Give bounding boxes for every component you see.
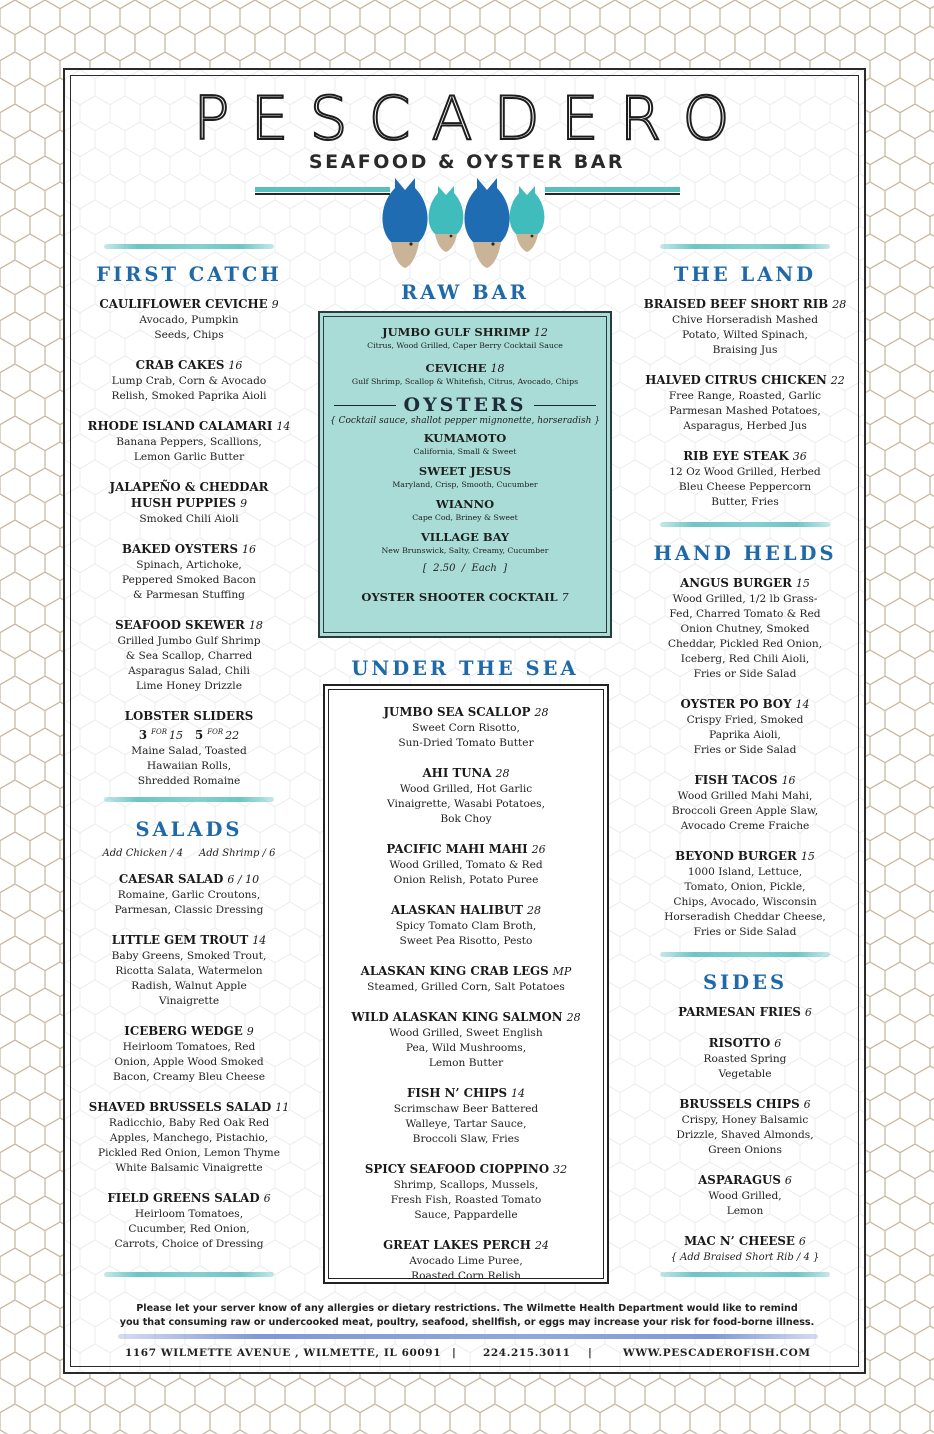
item-description: Pickled Red Onion, Lemon Thyme — [97, 1147, 280, 1159]
for-label: FOR — [207, 728, 224, 736]
raw-item — [320, 325, 610, 352]
price: 22 — [225, 728, 240, 742]
sides-section — [634, 971, 856, 1265]
sides-title: SIDES — [702, 971, 788, 994]
item-description: Onion Relish, Potato Puree — [393, 874, 539, 886]
oyster-desc: Cape Cod, Briney & Sweet — [412, 513, 518, 522]
item-description: Sauce, Pappardelle — [414, 1209, 518, 1221]
oyster-item — [320, 431, 610, 458]
item-description: Spinach, Artichoke, — [136, 559, 242, 571]
item-title: RIB EYE STEAK — [683, 449, 789, 463]
item-title: LOBSTER SLIDERS — [124, 709, 254, 723]
item-title: GREAT LAKES PERCH — [383, 1238, 531, 1252]
item-description: Spicy Tomato Clam Broth, — [395, 920, 537, 932]
item-description: Apples, Manchego, Pistachio, — [109, 1132, 269, 1144]
website-link[interactable]: WWW.PESCADEROFISH.COM — [623, 1347, 811, 1359]
item-description: Braising Jus — [712, 344, 778, 356]
oysters-note: { Cocktail sauce, shallot pepper mignonette, horseradish } — [330, 416, 600, 426]
item-description: 12 Oz Wood Grilled, Herbed — [669, 466, 821, 478]
menu-item — [634, 1096, 856, 1158]
item-price: 6 — [804, 1006, 812, 1019]
item-description: Vegetable — [718, 1068, 772, 1080]
item-name — [325, 1237, 607, 1254]
menu-item — [80, 1023, 298, 1085]
item-description: Lemon Butter — [428, 1057, 504, 1069]
item-price: 9 — [246, 1025, 254, 1038]
under-the-sea-box — [323, 684, 609, 1284]
item-description: Radicchio, Baby Red Oak Red — [108, 1117, 270, 1129]
item-description: Radish, Walnut Apple — [131, 980, 247, 992]
item-name — [80, 871, 298, 888]
item-description: Roasted Spring — [703, 1053, 787, 1065]
menu-item — [325, 841, 607, 888]
item-description: Hawaiian Rolls, — [146, 759, 232, 772]
under-the-sea-title: UNDER THE SEA — [351, 657, 579, 680]
item-name — [634, 296, 856, 313]
item-price: 26 — [531, 843, 546, 856]
menu-item — [634, 1233, 856, 1265]
item-description: Heirloom Tomatoes, — [134, 1208, 244, 1220]
item-description: Avocado Creme Fraiche — [680, 820, 810, 832]
item-name — [634, 848, 856, 865]
item-name — [325, 1161, 607, 1178]
menu-item — [325, 1237, 607, 1284]
item-description: Lime Honey Drizzle — [136, 680, 242, 692]
item-description: Fries or Side Salad — [693, 744, 797, 756]
item-description: Avocado Lime Puree, — [409, 1255, 523, 1267]
item-description: Fresh Fish, Roasted Tomato — [390, 1194, 542, 1206]
item-title: FISH TACOS — [694, 773, 778, 787]
menu-item — [80, 932, 298, 1009]
separator: | — [588, 1347, 593, 1359]
qty: 5 — [195, 727, 204, 742]
item-description: Shrimp, Scallops, Mussels, — [393, 1179, 539, 1191]
item-price: 9 — [271, 298, 279, 311]
menu-item — [80, 541, 298, 603]
menu-item — [634, 1172, 856, 1219]
logo-text: PESCADERO — [193, 84, 751, 154]
item-title: BEYOND BURGER — [675, 849, 797, 863]
item-description: Steamed, Grilled Corn, Salt Potatoes — [367, 981, 565, 993]
item-description: Vinaigrette, Wasabi Potatoes, — [387, 798, 545, 810]
salad-addons: Add Chicken / 4 Add Shrimp / 6 — [102, 848, 276, 859]
item-description: Peppered Smoked Bacon — [122, 574, 256, 586]
item-name — [80, 1099, 298, 1116]
oyster-name: SWEET JESUS — [418, 464, 512, 478]
under-sea-content — [325, 704, 607, 1284]
menu-item — [634, 1035, 856, 1082]
raw-item-desc: Gulf Shrimp, Scallop & Whitefish, Citrus, Avocado, Chips — [351, 377, 579, 386]
item-title: BAKED OYSTERS — [121, 542, 239, 556]
divider-brush — [660, 1272, 830, 1277]
item-name — [80, 617, 298, 634]
item-title: BRUSSELS CHIPS — [679, 1097, 800, 1111]
item-description: Wood Grilled, Tomato & Red — [389, 859, 543, 871]
item-price: 6 — [803, 1098, 811, 1111]
item-price: 15 — [795, 577, 810, 590]
item-name — [325, 765, 607, 782]
divider-brush — [660, 952, 830, 957]
item-description: Wood Grilled, Hot Garlic — [399, 783, 533, 795]
item-price: 9 — [240, 497, 248, 510]
item-price: 6 — [774, 1037, 782, 1050]
item-price: 16 — [228, 359, 243, 372]
menu-item — [80, 1190, 298, 1252]
item-description: Parmesan, Classic Dressing — [114, 904, 264, 916]
under-sea-title-wrap — [318, 657, 612, 680]
item-price: 14 — [795, 698, 810, 711]
item-description: Chive Horseradish Mashed — [672, 314, 818, 326]
item-description: Scrimschaw Beer Battered — [393, 1103, 539, 1115]
divider-brush — [104, 1272, 274, 1277]
item-description: Fries or Side Salad — [693, 668, 797, 680]
menu-item — [634, 696, 856, 758]
item-name — [634, 772, 856, 789]
item-description: Cucumber, Red Onion, — [128, 1223, 250, 1235]
menu-item — [634, 575, 856, 682]
item-name — [634, 1004, 856, 1021]
menu-item — [634, 772, 856, 834]
item-description: Grilled Jumbo Gulf Shrimp — [117, 635, 261, 647]
oyster-price: [ 2.50 / Each ] — [422, 563, 508, 574]
item-description: Sun-Dried Tomato Butter — [398, 737, 534, 749]
item-title: CEVICHE — [425, 361, 487, 375]
item-name — [80, 418, 298, 435]
item-price: 24 — [534, 1239, 549, 1252]
menu-item — [80, 418, 298, 465]
menu-item — [80, 871, 298, 918]
the-land-title: THE LAND — [673, 263, 817, 286]
blue-fish-icon-2 — [464, 178, 509, 268]
item-name — [634, 575, 856, 592]
oyster-desc: New Brunswick, Salty, Creamy, Cucumber — [381, 546, 549, 555]
oyster-shooter-cocktail: OYSTER SHOOTER COCKTAIL 7 — [361, 590, 569, 604]
menu-item — [634, 296, 856, 358]
item-description: Wood Grilled, — [708, 1190, 782, 1202]
item-price: 28 — [832, 298, 847, 311]
item-title: CAULIFLOWER CEVICHE — [99, 297, 268, 311]
item-price: 15 — [800, 850, 815, 863]
oysters-heading — [320, 394, 610, 416]
item-name — [80, 357, 298, 374]
menu-item — [325, 1161, 607, 1223]
item-description: Asparagus, Herbed Jus — [683, 420, 807, 432]
item-name — [634, 696, 856, 713]
item-title: BRAISED BEEF SHORT RIB — [643, 297, 829, 311]
item-description: Lemon — [726, 1205, 764, 1217]
item-description: Shredded Romaine — [137, 774, 241, 787]
footer-brush-line — [118, 1334, 818, 1339]
item-title: PACIFIC MAHI MAHI — [386, 842, 528, 856]
item-description: 1000 Island, Lettuce, — [687, 866, 803, 878]
item-name — [80, 296, 298, 313]
item-price: 6 — [798, 1235, 806, 1248]
item-price: 28 — [495, 767, 510, 780]
item-title: ANGUS BURGER — [680, 576, 792, 590]
item-description: Bleu Cheese Peppercorn — [678, 481, 812, 493]
item-description: Parmesan Mashed Potatoes, — [669, 405, 821, 417]
item-description: Drizzle, Shaved Almonds, — [676, 1129, 814, 1141]
oyster-desc: California, Small & Sweet — [413, 447, 517, 456]
item-name — [634, 1035, 856, 1052]
item-title: JALAPEÑO & CHEDDAR — [109, 480, 269, 494]
item-title: SPICY SEAFOOD CIOPPINO — [364, 1162, 550, 1176]
item-price: 28 — [566, 1011, 581, 1024]
item-title: CAESAR SALAD — [118, 872, 224, 886]
item-name — [325, 963, 607, 980]
item-description: Bok Choy — [440, 813, 492, 825]
menu-item — [325, 902, 607, 949]
item-title: FISH N’ CHIPS — [406, 1086, 508, 1100]
item-price: 16 — [242, 543, 257, 556]
item-description: Green Onions — [708, 1144, 782, 1156]
item-description: & Sea Scallop, Charred — [125, 650, 253, 662]
item-name — [80, 932, 298, 949]
oyster-name: KUMAMOTO — [423, 431, 507, 445]
allergy-notice: Please let your server know of any allergies or dietary restrictions. The Wilmette Health Department would like to remind you that consuming raw or undercooked meat, poultry, seafood, shellfish, or eggs may increase your risk for food-borne illness. — [119, 1303, 815, 1328]
item-description: Horseradish Cheddar Cheese, — [664, 911, 826, 923]
fish-logo — [255, 178, 680, 270]
item-title: JUMBO GULF SHRIMP — [382, 325, 530, 339]
menu-item — [80, 617, 298, 694]
item-price: 18 — [248, 619, 263, 632]
item-description: Crispy Fried, Smoked — [686, 714, 804, 726]
item-name — [325, 902, 607, 919]
item-description: Free Range, Roasted, Garlic — [668, 390, 822, 402]
item-description: Lemon Garlic Butter — [133, 451, 245, 463]
item-description: Avocado, Pumpkin — [139, 314, 239, 326]
item-description: Banana Peppers, Scallions, — [116, 436, 262, 448]
oyster-name: VILLAGE BAY — [420, 530, 510, 544]
item-description: Vinaigrette — [158, 995, 220, 1007]
item-description: Pea, Wild Mushrooms, — [405, 1042, 527, 1054]
item-description: Paprika Aioli, — [709, 729, 781, 741]
item-description: Fries or Side Salad — [693, 926, 797, 938]
item-description: Potato, Wilted Spinach, — [682, 329, 808, 341]
for-label: FOR — [151, 728, 167, 736]
item-description: Baby Greens, Smoked Trout, — [111, 950, 267, 962]
item-description: Lump Crab, Corn & Avocado — [111, 375, 267, 387]
item-description: Romaine, Garlic Croutons, — [117, 889, 261, 901]
raw-bar-box — [318, 311, 612, 638]
item-description: Roasted Corn Relish — [411, 1270, 521, 1282]
item-price: 14 — [276, 420, 291, 433]
item-title: ALASKAN KING CRAB LEGS — [360, 964, 549, 978]
item-price: 32 — [553, 1163, 568, 1176]
oyster-item — [320, 464, 610, 491]
first-catch-section — [80, 263, 298, 789]
item-description: Heirloom Tomatoes, Red — [122, 1041, 256, 1053]
item-title: ICEBERG WEDGE — [124, 1024, 243, 1038]
raw-item-desc: Citrus, Wood Grilled, Caper Berry Cocktail Sauce — [367, 341, 563, 350]
raw-bar-title: RAW BAR — [401, 281, 529, 304]
item-title: RISOTTO — [708, 1036, 771, 1050]
item-title: FIELD GREENS SALAD — [107, 1191, 260, 1205]
item-description: Seeds, Chips — [154, 329, 224, 341]
item-description: Carrots, Choice of Dressing — [114, 1238, 264, 1250]
item-price: 14 — [252, 934, 267, 947]
divider-brush — [660, 244, 830, 249]
item-name — [325, 704, 607, 721]
item-price: 16 — [781, 774, 796, 787]
raw-item-name — [320, 325, 610, 340]
divider-brush — [660, 522, 830, 527]
item-description: Maine Salad, Toasted — [131, 744, 247, 757]
oyster-item — [320, 530, 610, 557]
item-name — [634, 1096, 856, 1113]
item-description: Iceberg, Red Chili Aioli, — [680, 653, 810, 665]
item-title: OYSTER PO BOY — [680, 697, 792, 711]
item-price: 6 — [263, 1192, 271, 1205]
menu-item-lobster-sliders — [80, 708, 298, 789]
item-title: CRAB CAKES — [135, 358, 225, 372]
item-description: Smoked Chili Aioli — [139, 513, 239, 525]
first-catch-title: FIRST CATCH — [96, 263, 282, 286]
raw-bar-title-wrap — [318, 281, 612, 304]
item-name — [80, 495, 298, 512]
address: 1167 WILMETTE AVENUE , WILMETTE, IL 60091 — [125, 1347, 442, 1359]
hand-helds-section — [634, 542, 856, 940]
item-description: Walleye, Tartar Sauce, — [405, 1118, 527, 1130]
item-description: Ricotta Salata, Watermelon — [115, 965, 263, 977]
item-description: Broccoli Green Apple Slaw, — [671, 805, 819, 817]
item-title: PARMESAN FRIES — [678, 1005, 801, 1019]
item-price: 12 — [533, 326, 548, 339]
item-description: Tomato, Onion, Pickle, — [684, 881, 806, 893]
teal-fish-icon-1 — [429, 186, 464, 252]
raw-bar-content — [320, 325, 610, 605]
item-name — [80, 479, 298, 495]
hand-helds-title: HAND HELDS — [653, 542, 837, 565]
divider-brush — [104, 244, 274, 249]
menu-item — [325, 1085, 607, 1147]
item-description: Onion, Apple Wood Smoked — [114, 1056, 264, 1068]
item-description: { Add Braised Short Rib / 4 } — [670, 1252, 820, 1263]
menu-item — [325, 963, 607, 995]
item-description: Sweet Corn Risotto, — [412, 722, 520, 734]
item-description: Wood Grilled Mahi Mahi, — [677, 790, 813, 802]
item-title: WILD ALASKAN KING SALMON — [351, 1010, 563, 1024]
item-description: Onion Chutney, Smoked — [680, 623, 810, 635]
item-description: Wood Grilled, 1/2 lb Grass- — [672, 593, 818, 605]
separator: | — [452, 1347, 457, 1359]
oyster-item — [320, 497, 610, 524]
item-description: & Parmesan Stuffing — [133, 589, 245, 601]
item-description: Bacon, Creamy Bleu Cheese — [113, 1071, 265, 1083]
item-description: Butter, Fries — [711, 496, 779, 508]
lobster-pricing — [80, 724, 298, 744]
item-price: 6 / 10 — [227, 873, 260, 886]
the-land-section — [634, 263, 856, 510]
item-description: Fed, Charred Tomato & Red — [669, 608, 821, 620]
item-price: 28 — [527, 904, 542, 917]
menu-item — [325, 765, 607, 827]
item-price: 18 — [490, 362, 505, 375]
menu-item — [80, 479, 298, 527]
menu-item — [80, 357, 298, 404]
item-description: White Balsamic Vinaigrette — [115, 1162, 263, 1174]
salads-section — [80, 818, 298, 1252]
item-name — [80, 1023, 298, 1040]
item-name — [325, 841, 607, 858]
item-price: 11 — [275, 1101, 290, 1114]
menu-item — [634, 448, 856, 510]
item-title: RHODE ISLAND CALAMARI — [87, 419, 273, 433]
menu-item — [634, 372, 856, 434]
menu-item — [80, 296, 298, 343]
item-description: Relish, Smoked Paprika Aioli — [111, 390, 267, 402]
item-title: AHI TUNA — [422, 766, 492, 780]
item-title: MAC N’ CHEESE — [684, 1234, 795, 1248]
item-name — [80, 541, 298, 558]
item-name — [80, 1190, 298, 1207]
salads-title: SALADS — [135, 818, 243, 841]
menu-item — [325, 704, 607, 751]
item-title: LITTLE GEM TROUT — [111, 933, 249, 947]
raw-item-name — [320, 361, 610, 376]
oysters-title: OYSTERS — [403, 394, 527, 416]
menu-item — [325, 1009, 607, 1071]
item-description: Crispy, Honey Balsamic — [681, 1114, 809, 1126]
item-price: 36 — [792, 450, 807, 463]
item-title: JUMBO SEA SCALLOP — [383, 705, 531, 719]
item-title: SHAVED BRUSSELS SALAD — [88, 1100, 272, 1114]
raw-item — [320, 361, 610, 388]
item-name — [634, 372, 856, 389]
menu-item — [634, 848, 856, 940]
oyster-desc: Maryland, Crisp, Smooth, Cucumber — [392, 480, 538, 489]
item-description: Sweet Pea Risotto, Pesto — [399, 935, 533, 947]
item-title: HALVED CITRUS CHICKEN — [645, 373, 827, 387]
item-price: MP — [552, 965, 572, 978]
item-name — [325, 1009, 607, 1026]
item-description: Asparagus Salad, Chili — [128, 665, 250, 677]
qty: 3 — [138, 727, 148, 742]
price: 15 — [169, 728, 183, 742]
tagline: SEAFOOD & OYSTER BAR — [308, 151, 626, 173]
item-title: ALASKAN HALIBUT — [390, 903, 524, 917]
item-price: 22 — [830, 374, 845, 387]
phone-number: 224.215.3011 — [483, 1347, 571, 1359]
item-description: Wood Grilled, Sweet English — [389, 1027, 543, 1039]
divider-brush — [104, 797, 274, 802]
item-name — [634, 1172, 856, 1189]
item-name — [634, 448, 856, 465]
item-name — [325, 1085, 607, 1102]
oyster-name: WIANNO — [435, 497, 495, 511]
item-price: 28 — [534, 706, 549, 719]
item-title: SEAFOOD SKEWER — [115, 618, 245, 632]
item-price: 6 — [784, 1174, 792, 1187]
menu-item — [634, 1004, 856, 1021]
teal-fish-icon-2 — [510, 186, 545, 252]
menu-item — [80, 1099, 298, 1176]
item-title: ASPARAGUS — [698, 1173, 781, 1187]
item-name — [634, 1233, 856, 1250]
item-description: Chips, Avocado, Wisconsin — [673, 896, 817, 908]
item-title: HUSH PUPPIES — [130, 496, 237, 510]
item-description: Cheddar, Pickled Red Onion, — [667, 638, 823, 650]
item-price: 14 — [511, 1087, 526, 1100]
item-description: Broccoli Slaw, Fries — [412, 1133, 520, 1145]
